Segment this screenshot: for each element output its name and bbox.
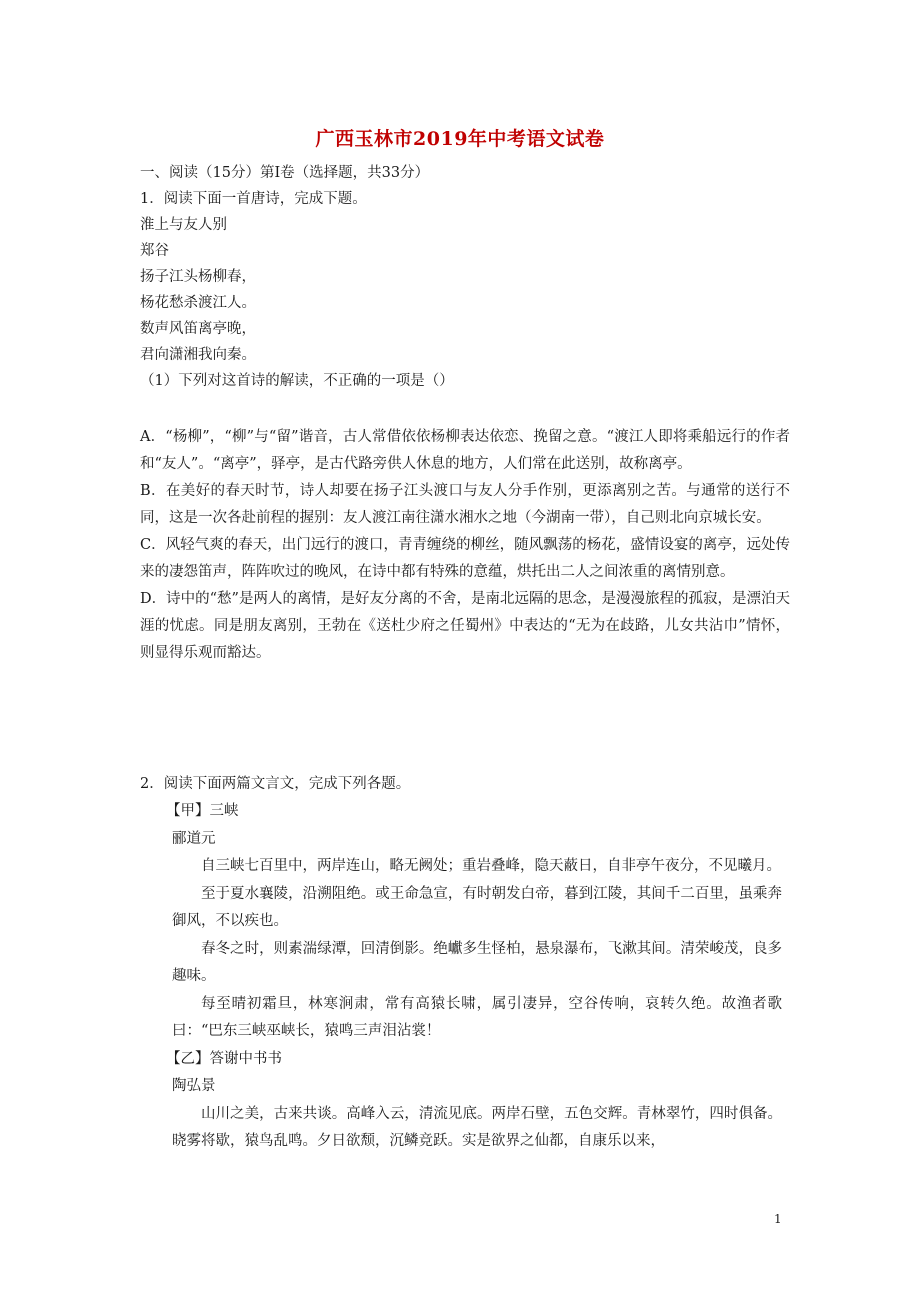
- q1-prompt: 1．阅读下面一首唐诗，完成下题。: [140, 191, 367, 207]
- jia-paragraph: 至于夏水襄陵，沿溯阻绝。或王命急宣，有时朝发白帝，暮到江陵，其间千二百里，虽乘奔御风，不以疾也。: [172, 885, 782, 929]
- poem-line: 杨花愁杀渡江人。: [140, 295, 256, 311]
- q2-prompt-block: [140, 771, 790, 797]
- option-a: A．“杨柳”，“柳”与“留”谐音，古人常借依依杨柳表达依恋、挽留之意。“渡江人即将乘船远行的作者和“友人”。“离亭”，驿亭，是古代路旁供人休息的地方，人们常在此送别，故称离亭。: [140, 429, 790, 472]
- jia-paragraph: 自三峡七百里中，两岸连山，略无阙处；重岩叠峰，隐天蔽日，自非亭午夜分，不见曦月。: [201, 858, 781, 874]
- poet-name: 郑谷: [140, 243, 169, 259]
- poem-title: 淮上与友人别: [140, 217, 227, 233]
- option-c: C．风轻气爽的春天，出门远行的渡口，青青缠绕的柳丝，随风飘荡的杨花，盛情设宴的离亭，远处传来的凄怨笛声，阵阵吹过的晚风，在诗中都有特殊的意蕴，烘托出二人之间浓重的离情别意。: [140, 537, 790, 580]
- q1-block: [140, 160, 790, 394]
- q2-prompt: 2．阅读下面两篇文言文，完成下列各题。: [140, 776, 411, 792]
- jia-title: 【甲】三峡: [166, 803, 239, 819]
- jia-paragraph: 春冬之时，则素湍绿潭，回清倒影。绝巘多生怪柏，悬泉瀑布，飞漱其间。清荣峻茂，良多趣味。: [172, 940, 782, 984]
- options-block: [140, 424, 790, 667]
- page-number: 1: [774, 1212, 782, 1226]
- jia-paragraph: 每至晴初霜旦，林寒涧肃，常有高猿长啸，属引凄异，空谷传响，哀转久绝。故渔者歌曰：“巴东三峡巫峡长，猿鸣三声泪沾裳！: [172, 995, 782, 1039]
- section-header: 一、阅读（15分）第Ⅰ卷（选择题，共33分）: [140, 165, 430, 181]
- yi-title: 【乙】答谢中书书: [166, 1050, 282, 1067]
- yi-author: 陶弘景: [172, 1078, 216, 1094]
- option-d: D．诗中的“愁”是两人的离情，是好友分离的不舍，是南北远隔的思念，是漫漫旅程的孤寂，是漂泊天涯的忧虑。同是朋友离别，王勃在《送杜少府之任蜀州》中表达的“无为在歧路，儿女共沾巾”情怀，则显得乐观而豁达。: [140, 591, 790, 661]
- poem-line: 扬子江头杨柳春，: [140, 269, 256, 285]
- sub-question: （1）下列对这首诗的解读，不正确的一项是（）: [140, 373, 454, 389]
- poem-line: 君向潇湘我向秦。: [140, 347, 256, 363]
- yi-paragraph: 山川之美，古来共谈。高峰入云，清流见底。两岸石壁，五色交辉。青林翠竹，四时俱备。晓雾将歇，猿鸟乱鸣。夕日欲颓，沉鳞竞跃。实是欲界之仙都，自康乐以来，: [172, 1105, 782, 1149]
- jia-author: 郦道元: [172, 830, 216, 847]
- option-b: B．在美好的春天时节，诗人却要在扬子江头渡口与友人分手作别，更添离别之苦。与通常的送行不同，这是一次各赴前程的握别：友人渡江南往潇水湘水之地（今湖南一带），自己则北向京城长安。: [140, 483, 790, 526]
- page-title: 广西玉林市2019年中考语文试卷: [315, 128, 605, 150]
- q2-text-block: [166, 798, 782, 1156]
- poem-line: 数声风笛离亭晚，: [140, 321, 256, 337]
